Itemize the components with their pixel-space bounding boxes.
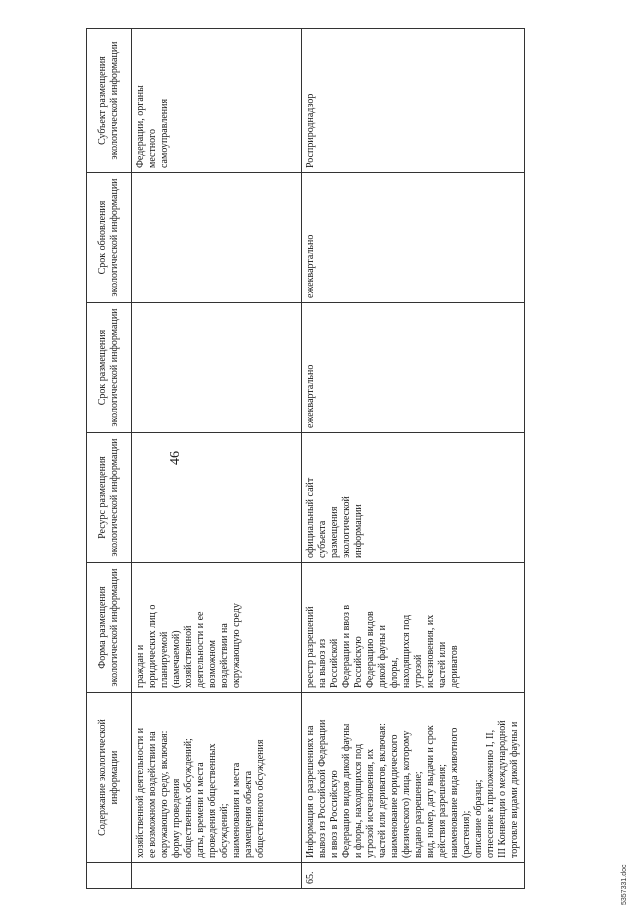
cell-update <box>132 173 302 303</box>
header-form: Форма размещения экологической информации <box>87 563 132 693</box>
cell-form: реестр разрешений на вывоз из Российской Федерации и ввоз в Российскую Федерацию видов дикой фауны и флоры, находящихся под угрозой исчезновения, их частей или дериватов <box>302 563 525 693</box>
header-subject: Субъект размещения экологической информации <box>87 29 132 173</box>
cell-term: ежеквартально <box>302 303 525 433</box>
cell-content: Информация о разрешениях на вывоз из Российской Федерации и ввоз в Российскую Федерацию видов дикой фауны и флоры, находящихся под угрозой исчезновения, их частей или дериватов, включая: наименование юридического (физического) лица, которому выдано разрешение; вид, номер, дату выдачи и срок действия разрешения; наименование вида животного (растения); описание образца; отнесение к приложению I, II, III Конвенции о международной торговле видами дикой фауны и <box>302 693 525 863</box>
cell-resource: официальный сайт субъекта размещения экологической информации <box>302 433 525 563</box>
cell-subject: Росприроднадзор <box>302 29 525 173</box>
table-row <box>132 29 302 889</box>
footer-doc-code: 5357331.doc <box>621 864 628 905</box>
cell-update: ежеквартально <box>302 173 525 303</box>
page-number: 46 <box>168 451 183 465</box>
row-number <box>132 863 302 889</box>
header-term: Срок размещения экологической информации <box>87 303 132 433</box>
cell-resource <box>132 433 302 563</box>
cell-subject: Федерации, органы местного самоуправления <box>132 29 302 173</box>
cell-term <box>132 303 302 433</box>
environmental-info-table <box>86 28 525 889</box>
header-resource: Ресурс размещения экологической информации <box>87 433 132 563</box>
table-row <box>302 29 525 889</box>
header-number <box>87 863 132 889</box>
cell-content: хозяйственной деятельности и ее возможном воздействии на окружающую среду, включая: форму проведения общественных обсуждений; даты, времени и места проведения общественных обсуждений; наименования и места размещения объекта общественного обсуждения <box>132 693 302 863</box>
cell-form: граждан и юридических лиц о планируемой (намечаемой) хозяйственной деятельности и ее возможном воздействии на окружающую среду <box>132 563 302 693</box>
table-header-row <box>87 29 132 889</box>
header-content: Содержание экологической информации <box>87 693 132 863</box>
header-update: Срок обновления экологической информации <box>87 173 132 303</box>
row-number: 65. <box>302 863 525 889</box>
